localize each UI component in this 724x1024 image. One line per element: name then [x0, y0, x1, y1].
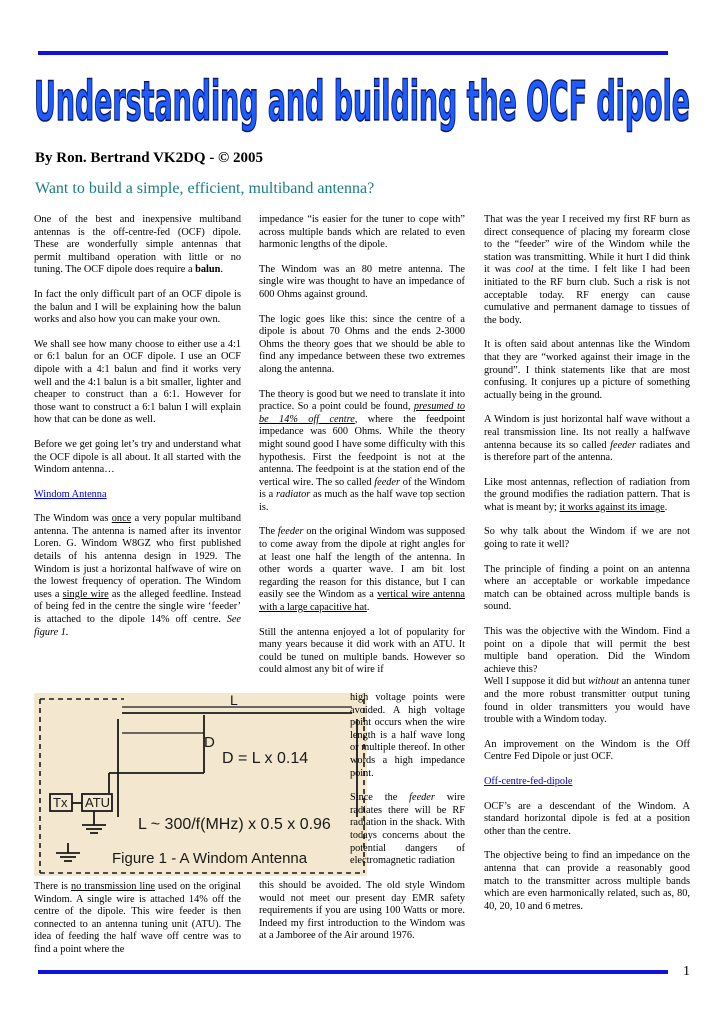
paragraph: The logic goes like this: since the centre of a dipole is about 70 Ohms and the ends 2-3000 Ohms the theory goes that we should be able to find any impedance between these two extremes along the antenna. — [259, 313, 465, 375]
column-2-bottom — [259, 880, 465, 943]
paragraph: It is often said about antennas like the Windom that they are “worked against their image in the ground”. I think statements like that are most confusing. It conjures up a picture of something actually being in the ground. — [484, 339, 690, 401]
paragraph: So why talk about the Windom if we are not going to rate it well? — [484, 526, 690, 551]
paragraph: An improvement on the Windom is the Off Centre Fed Dipole or just OCF. — [484, 738, 690, 763]
label-L: L — [230, 693, 238, 708]
paragraph: The Windom was once a very popular multiband antenna. The antenna is named after its inventor Loren. G. Windom W8GZ who first published details of his antenna design in 1929. The Windom is just a horizontal halfwave of wire on the lowest frequency of operation. The Windom uses a single wire as the alleged feedline. Instead of being fed in the centre the single wire ‘feeder’ is attached to the dipole 14% off centre. See figure 1. — [34, 513, 242, 638]
paragraph: A Windom is just horizontal half wave without a real transmission line. Its not really a halfwave antenna because its so called feeder radiates and is therefore part of the antenna. — [484, 414, 690, 464]
subtitle: Want to build a simple, efficient, multiband antenna? — [35, 180, 375, 197]
figure-1-windom-antenna — [34, 693, 367, 876]
top-rule — [38, 51, 668, 55]
paragraph: high voltage points were avoided. A high voltage point occurs when the wire length is a half wave long or multiple thereof. In other words a high impedance point. — [350, 692, 465, 779]
paragraph: The Windom was an 80 metre antenna. The single wire was thought to have an impedance of 600 Ohms against ground. — [259, 263, 465, 300]
paragraph: Like most antennas, reflection of radiation from the ground modifies the radiation pattern. That is what is meant by; it works against its image. — [484, 476, 690, 513]
paragraph: The theory is good but we need to translate it into practice. So a point could be found, presumed to be 14% off centre, where the feedpoint impedance was 600 Ohms. While the theory might sound good I have some difficulty with this hypothesis. First the feedpoint is not at the antenna. The feedpoint is at the station end of the vertical wire. The so called feeder of the Windom is a radiator as much as the half wave top section is. — [259, 388, 466, 513]
paragraph: impedance “is easier for the tuner to cope with” across multiple bands which are related to even harmonic lengths of the dipole. — [259, 214, 465, 251]
formula-L: L ~ 300/f(MHz) x 0.5 x 0.96 — [138, 816, 331, 833]
paragraph: The feeder on the original Windom was supposed to come away from the dipole at right angles for at least one half the length of the antenna. In other words a quarter wave. I am bit lost regarding the reason for this distance, but I can easily see the Windom as a vertical wire antenna with a large capacitive hat. — [259, 526, 465, 614]
column-1-bottom — [34, 881, 241, 957]
paragraph: There is no transmission line used on the original Windom. A single wire is attached 14% off the centre of the dipole. This wire feeder is then connected to an antenna tuning unit (ATU). The idea of feeding the half wave off centre was to find a point where the — [34, 881, 241, 955]
paragraph: That was the year I received my first RF burn as direct consequence of placing my forearm close to the “feeder” wire of the Windom while the station was transmitting. While it hurt I did think it was cool at the time. I felt like I had been initiated to the RF burn club. Such a risk is not acceptable today. RF energy can cause cumulative and permanent damage to tissues of the body. — [484, 214, 690, 326]
paragraph: The objective being to find an impedance on the antenna that can provide a reasonably good match to the transmitter across multiple bands which are even harmonically related, such as, 80, 40, 20, 10 and 6 metres. — [484, 850, 690, 912]
paragraph: This was the objective with the Windom. Find a point on a dipole that will permit the best multiple band operation. Did the Windom achieve this? Well I suppose it did but without an antenna tuner and the more robust transmitter output tuning found in older transmitters you would have trouble with a Windom today. — [484, 626, 690, 726]
page-number: 1 — [683, 964, 690, 979]
column-3 — [484, 214, 690, 925]
paragraph: The principle of finding a point on an antenna where an acceptable or workable impedance match can be obtained across multiple bands is sound. — [484, 563, 690, 613]
column-1 — [34, 214, 241, 651]
paragraph: Still the antenna enjoyed a lot of popularity for many years because it did work with an ATU. It could be tuned on multiple bands. However so could almost any bit of wire if — [259, 626, 465, 676]
off-centre-fed-dipole-link[interactable]: Off-centre-fed-dipole — [484, 775, 573, 787]
paragraph: this should be avoided. The old style Windom would not meet our present day EMR safety requirements if you are using 100 Watts or more. Indeed my first introduction to the Windom was at a Jamboree of the Air around 1976. — [259, 880, 465, 942]
paragraph: OCF’s are a descendant of the Windom. A standard horizontal dipole is fed at a position other than the centre. — [484, 800, 690, 837]
byline: By Ron. Bertrand VK2DQ - © 2005 — [35, 150, 264, 166]
paragraph: One of the best and inexpensive multiband antennas is the off-centre-fed (OCF) dipole. These are wonderfully simple antennas that permit multiband operation with little or no tuning. The OCF dipole does require a balun. — [34, 214, 241, 276]
paragraph: We shall see how many choose to either use a 4:1 or 6:1 balun for an OCF dipole. I use an OCF dipole with a 4:1 balun and find it works very well and the 4:1 balun is a bit smaller, lighter and cheaper to construct than a 6:1. However for those want to construct a 6:1 balun I will explain how that can be done as well. — [34, 338, 241, 426]
paragraph: Since the feeder wire radiates there will be RF radiation in the shack. With todays concerns about the potential dangers of electromagnetic radiation — [350, 792, 466, 867]
atu-box-label: ATU — [85, 795, 111, 810]
column-2-wrap — [350, 692, 465, 880]
formula-D: D = L x 0.14 — [222, 750, 309, 767]
tx-box-label: Tx — [53, 795, 68, 810]
windom-diagram — [34, 693, 367, 876]
paragraph: Before we get going let’s try and understand what the OCF dipole is all about. It all started with the Windom antenna… — [34, 438, 241, 476]
bottom-rule — [38, 970, 668, 974]
windom-antenna-link[interactable]: Windom Antenna — [34, 488, 107, 500]
label-D: D — [204, 734, 215, 751]
title-text: Understanding and building the OCF dipole — [34, 70, 690, 133]
figure-caption: Figure 1 - A Windom Antenna — [112, 850, 308, 867]
page-title — [34, 70, 694, 134]
title-wordart — [34, 70, 694, 134]
paragraph: In fact the only difficult part of an OCF dipole is the balun and I will be explaining how the balun works and also how you can make your own. — [34, 288, 241, 326]
column-2 — [259, 214, 465, 689]
